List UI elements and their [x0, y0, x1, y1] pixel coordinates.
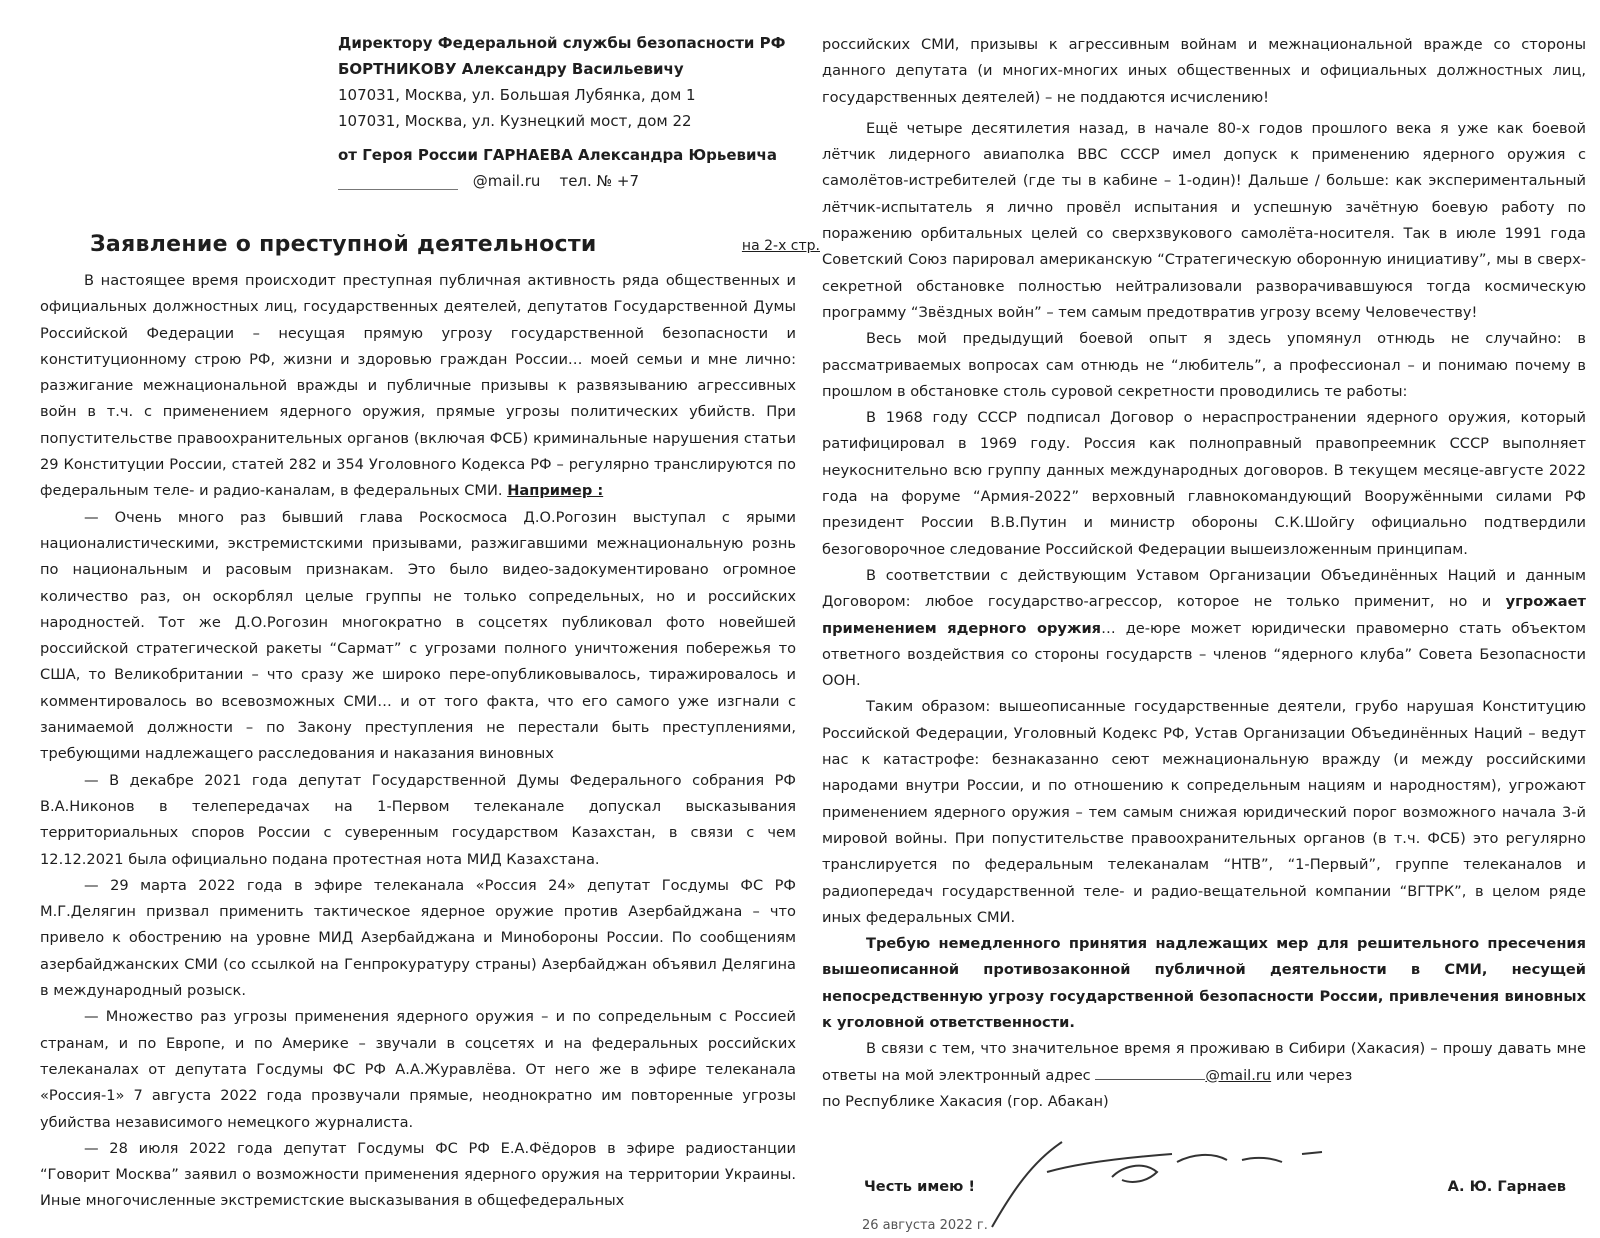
example-label: Например :	[507, 482, 604, 500]
paragraph-un-charter	[822, 563, 1586, 694]
un-text-a: В соответствии с действующим Уставом Организации Объединённых Наций и данным Договором: любое государство-агрессор, которое не только применит, но и	[822, 566, 1586, 611]
un-text-c: … де-юре может юридически правомерно стать объектом ответного воздействия со стороны государств – членов “ядерного клуба” Совета Безопасности ООН.	[822, 619, 1586, 690]
document-title	[90, 232, 820, 257]
signer-name: А. Ю. Гарнаев	[1447, 1178, 1566, 1195]
un-text-bold: угрожает применением ядерного оружия	[822, 593, 1586, 637]
title-text: Заявление о преступной деятельности	[90, 232, 597, 257]
paragraph-nikonov: — В декабре 2021 года депутат Государственной Думы Федерального собрания РФ В.А.Никонов в телепередачах на 1-Первом телеканале допускал высказывания территориальных споров России с суверенным государством Казахстан, в связи с чем 12.12.2021 была официально подана протестная нота МИД Казахстана.	[40, 771, 796, 868]
addressee-block	[338, 30, 808, 194]
paragraph-professional: Весь мой предыдущий боевой опыт я здесь упомянул отнюдь не случайно: в рассматриваемых вопросах сам отнюдь не “любитель”, а профессионал – и понимаю почему в прошлом в обстановке столь суровой секретности проводились те работы:	[822, 330, 1586, 400]
sender-email: @mail.ru	[472, 172, 541, 190]
contact-text-b: или через	[1271, 1066, 1353, 1084]
addressee-name: БОРТНИКОВУ Александру Васильевичу	[338, 60, 684, 78]
left-body	[40, 268, 796, 1215]
contact-region: по Республике Хакасия (гор. Абакан)	[822, 1092, 1109, 1110]
paragraph-fedorov: — 28 июля 2022 года депутат Госдумы ФС РФ Е.А.Фёдоров в эфире радиостанции “Говорит Москва” заявил о возможности применения ядерного оружия на территории Украины. Иные многочисленные экстремистские высказывания в общефедеральных	[40, 1139, 796, 1210]
addressee-line-1: Директору Федеральной службы безопасности РФ	[338, 34, 786, 52]
right-body	[822, 32, 1586, 1115]
reply-email: @mail.ru	[1205, 1066, 1272, 1084]
paragraph-intro	[40, 268, 796, 505]
paragraph-conclusion: Таким образом: вышеописанные государственные деятели, грубо нарушая Конституцию Российской Федерации, Уголовный Кодекс РФ, Устав Организации Объединённых Наций – ведут нас к катастрофе: безнаказанно сеют межнациональную вражду (и между российскими народами внутри России, и по отношению к сопредельным нациям и народностям), угрожают применением ядерного оружия – тем самым снижая юридический порог возможного начала 3-й мировой войны. При попустительстве правоохранительных органов (в т.ч. ФСБ) это регулярно транслируется по федеральным телеканалам “НТВ”, “1-Первый”, группе телеканалов и радиопередач государственной теле- и радио-вещательной компании “ВГТРК”, в целом ряде иных федеральных СМИ.	[822, 698, 1586, 926]
contact-line	[338, 168, 808, 194]
date-fragment: 26 августа 2022 г.	[862, 1218, 988, 1233]
sender-line: от Героя России ГАРНАЕВА Александра Юрьевича	[338, 146, 777, 164]
page-count: на 2-х стр.	[741, 238, 820, 254]
signature-image	[972, 1132, 1392, 1232]
paragraph-treaty: В 1968 году СССР подписал Договор о нераспространении ядерного оружия, который ратифицировал в 1969 году. Россия как полноправный правопреемник СССР выполняет неукоснительно всю группу данных международных договоров. В текущем месяце-августе 2022 года на форуме “Армия-2022” верховный главнокомандующий Вооружёнными силами РФ президент России В.В.Путин и министр обороны С.К.Шойгу официально подтвердили безоговорочное следование Российской Федерации вышеизложенным принципам.	[822, 409, 1586, 558]
sender-phone: тел. № +7	[559, 172, 640, 190]
contact-text-a: В связи с тем, что значительное время я проживаю в Сибири (Хакасия) – прошу давать мне ответы на мой электронный адрес	[822, 1040, 1586, 1084]
paragraph-rogozin: — Очень много раз бывший глава Роскосмоса Д.О.Рогозин выступал с ярыми националистическими, экстремистскими призывами, разжигавшими межнациональную рознь по национальным и расовым признакам. Это было видео-задокументировано огромное количество раз, он оскорблял целые группы не только сопредельных, но и российских народностей. Тот же Д.О.Рогозин многократно в соцсетях публиковал фото новейшей российской стратегической ракеты “Сармат” с угрозами полного уничтожения побережья то США, то Великобритании – что сразу же широко пере-опубликовывалось, тиражировалось и комментировалось во всевозможных СМИ… и от того факта, что его самого уже изгнали с занимаемой должности – по Закону преступления не перестали быть преступлениями, требующими надлежащего расследования и наказания виновных	[40, 508, 796, 763]
intro-text: В настоящее время происходит преступная публичная активность ряда общественных и официальных должностных лиц, государственных деятелей, депутатов Государственной Думы Российской Федерации – несущая прямую угрозу государственной безопасности и конституционному строю РФ, жизни и здоровью граждан России… моей семьи и мне лично: разжигание межнациональной вражды и публичные призывы к развязыванию агрессивных войн в т.ч. с применением ядерного оружия, прямые угрозы политических убийств. При попустительстве правоохранительных органов (включая ФСБ) криминальные нарушения статьи 29 Конституции России, статей 282 и 354 Уголовного Кодекса РФ – регулярно транслируются по федеральным теле- и радио-каналам, в федеральных СМИ.	[40, 272, 796, 500]
paragraph-demand: Требую немедленного принятия надлежащих мер для решительного пресечения вышеописанной противозаконной публичной деятельности в СМИ, несущей непосредственную угрозу государственной безопасности России, привлечения виновных к уголовной ответственности.	[822, 935, 1586, 1031]
paragraph-pilot-experience: Ещё четыре десятилетия назад, в начале 80-х годов прошлого века я уже как боевой лётчик лидерного авиаполка ВВС СССР имел допуск к применению ядерного оружия с самолётов-истребителей (где ты в кабине – 1-один)! Дальше / больше: как экспериментальный лётчик-испытатель я лично провёл испытания и успешную зачётную боевую работу по поражению орбитальных целей со сверхзвукового самолёта-носителя. Так в июле 1991 года Советский Союз парировал американскую “Стратегическую оборонную инициативу”, мы в сверх-секретной обстановке полностью нейтрализовали разворачивавшуюся тогда космическую программу “Звёздных войн” – тем самым предотвратив угрозу всему Человечеству!	[822, 119, 1586, 321]
paragraph-delyagin: — 29 марта 2022 года в эфире телеканала «Россия 24» депутат Госдумы ФС РФ М.Г.Делягин призвал применить тактическое ядерное оружие против Азербайджана – что привело к обострению на уровне МИД Азербайджана и Минобороны России. По сообщениям азербайджанских СМИ (со ссылкой на Генпрокуратуру страны) Азербайджан объявил Делягина в международный розыск.	[40, 876, 796, 1000]
paragraph-continuation: российских СМИ, призывы к агрессивным войнам и межнациональной вражде со стороны данного депутата (и многих-многих иных общественных и официальных должностных лиц, государственных деятелей) – не поддаются исчислению!	[822, 36, 1586, 106]
email-redacted	[1095, 1063, 1205, 1080]
address-line-2: 107031, Москва, ул. Кузнецкий мост, дом 22	[338, 112, 692, 130]
address-line-1: 107031, Москва, ул. Большая Лубянка, дом 1	[338, 86, 696, 104]
closing-text: Честь имею !	[864, 1178, 976, 1195]
paragraph-zhuravlev: — Множество раз угрозы применения ядерного оружия – и по сопредельным с Россией странам, и по Европе, и по Америке – звучали в соцсетях и на федеральных российских телеканалах от депутата Госдумы ФС РФ А.А.Журавлёва. От него же в эфире телеканала «Россия-1» 7 августа 2022 года прозвучали прямые, неоднократно им повторенные угрозы убийства независимого немецкого журналиста.	[40, 1008, 796, 1131]
paragraph-contact-request	[822, 1036, 1586, 1115]
redacted-field	[338, 173, 458, 190]
